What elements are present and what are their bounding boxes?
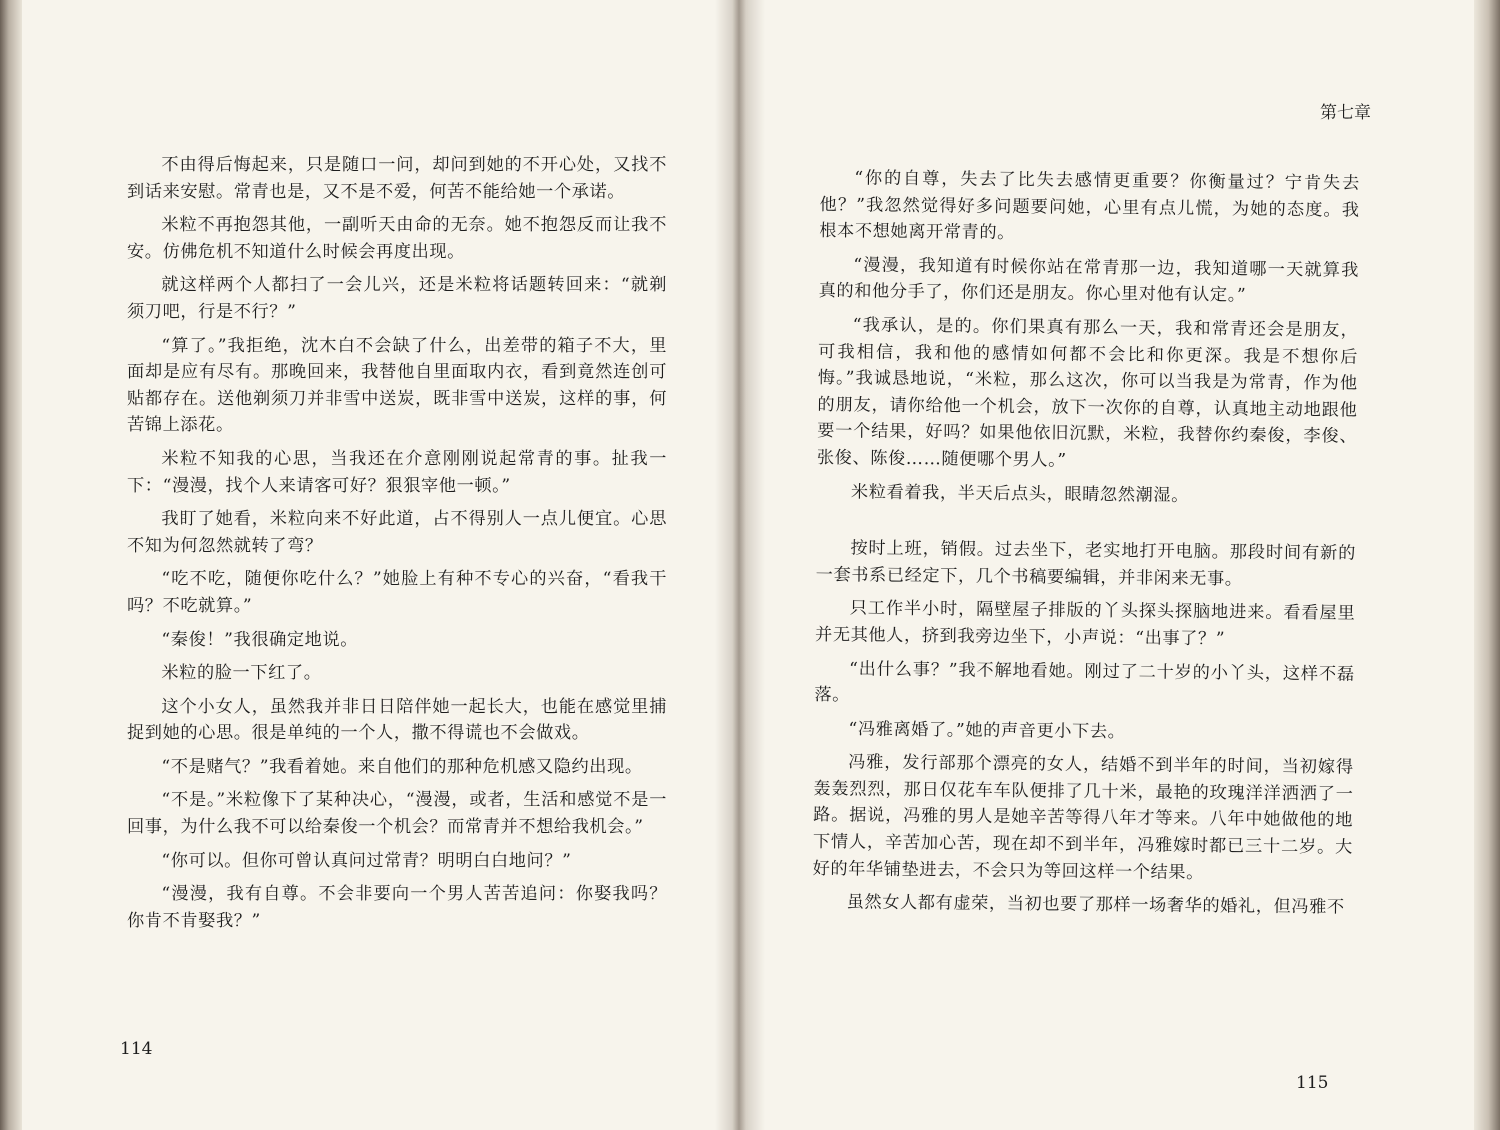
left-page [22,0,732,1130]
paragraph: 只工作半小时，隔壁屋子排版的丫头探头探脑地进来。看看屋里并无其他人，挤到我旁边坐下，小声说：“出事了？” [814,598,1356,650]
chapter-header: 第七章 [1320,103,1371,123]
paragraph: “秦俊！”我很确定地说。 [161,629,359,650]
paragraph: “冯雅离婚了。”她的声音更小下去。 [848,719,1126,742]
paragraph: 不由得后悔起来，只是随口一问，却问到她的不开心处，又找不到话来安慰。常青也是，又不是不爱，何苦不能给她一个承诺。 [127,155,667,202]
left-page-text [127,152,667,941]
paragraph: “不是赌气？”我看着她。来自他们的那种危机感又隐约出现。 [161,756,643,777]
paragraph: 虽然女人都有虚荣，当初也要了那样一场奢华的婚礼，但冯雅不 [846,892,1345,918]
paragraph: 米粒不知我的心思，当我还在介意刚刚说起常青的事。扯我一下：“漫漫，找个人来请客可好？狠狠宰他一顿。” [127,448,667,496]
paragraph: “算了。”我拒绝，沈木白不会缺了什么，出差带的箱子不大，里面却是应有尽有。那晚回来，我替他自里面取内衣，看到竟然连创可贴都存在。送他剃须刀并非雪中送炭，既非雪中送炭，这样的事，何苦锦上添花。 [127,335,667,436]
book-edge-left [0,0,22,1130]
right-page [748,0,1474,1130]
book-edge-right [1474,0,1500,1130]
paragraph: 我盯了她看，米粒向来不好此道，占不得别人一点儿便宜。心思不知为何忽然就转了弯？ [127,509,667,556]
page-number-left: 114 [120,1039,153,1059]
paragraph: 米粒看着我，半天后点头，眼睛忽然潮湿。 [850,481,1190,506]
paragraph: “不是。”米粒像下了某种决心，“漫漫，或者，生活和感觉不是一回事，为什么我不可以给秦俊一个机会？而常青并不想给我机会。” [127,790,667,838]
paragraph: “吃不吃，随便你吃什么？”她脸上有种不专心的兴奋，“看我干吗？不吃就算。” [127,569,667,616]
paragraph: 就这样两个人都扫了一会儿兴，还是米粒将话题转回来：“就剃须刀吧，行是不行？” [127,275,667,322]
paragraph: “你的自尊，失去了比失去感情更重要？你衡量过？宁肯失去他？”我忽然觉得好多问题要问她，心里有点儿慌，为她的态度。我根本不想她离开常青的。 [819,168,1360,244]
paragraph: “我承认，是的。你们果真有那么一天，我和常青还会是朋友，可我相信，我和他的感情如何都不会比和你更深。我是不想你后悔。”我诚恳地说，“米粒，那么这次，你可以当我是为常青，作为他的朋友，请你给他一个机会，放下一次你的自尊，认真地主动地跟他要一个结果，好吗？如果他依旧沉默，米粒，我替你约秦俊，李俊、张俊、陈俊……随便哪个男人。” [816,315,1359,471]
paragraph: 米粒的脸一下红了。 [161,663,322,684]
paragraph: “出什么事？”我不解地看她。刚过了二十岁的小丫头，这样不磊落。 [814,658,1355,706]
paragraph: “漫漫，我有自尊。不会非要向一个男人苦苦追问：你娶我吗？你肯不肯娶我？” [127,884,667,931]
page-number-right: 115 [1296,1073,1329,1093]
paragraph: 冯雅，发行部那个漂亮的女人，结婚不到半年的时间，当初嫁得轰轰烈烈，那日仅花车车队便排了几十米，最艳的玫瑰洋洋洒洒了一路。据说，冯雅的男人是她辛苦等得八年才等来。八年中她做他的地下情人，辛苦加心苦，现在却不到半年，冯雅嫁时都已三十二岁。大好的年华铺垫进去，不会只为等回这样一个结果。 [812,752,1354,883]
right-page-text [812,165,1360,928]
paragraph: “你可以。但你可曾认真问过常青？明明白白地问？” [161,850,572,871]
paragraph: 按时上班，销假。过去坐下，老实地打开电脑。那段时间有新的一套书系已经定下，几个书稿要编辑，并非闲来无事。 [815,538,1357,590]
paragraph: 米粒不再抱怨其他，一副听天由命的无奈。她不抱怨反而让我不安。仿佛危机不知道什么时候会再度出现。 [127,215,667,262]
paragraph: 这个小女人，虽然我并非日日陪伴她一起长大，也能在感觉里捕捉到她的心思。很是单纯的一个人，撒不得谎也不会做戏。 [127,696,667,744]
book-gutter [715,0,765,1130]
paragraph: “漫漫，我知道有时候你站在常青那一边，我知道哪一天就算我真的和他分手了，你们还是朋友。你心里对他有认定。” [818,255,1360,306]
